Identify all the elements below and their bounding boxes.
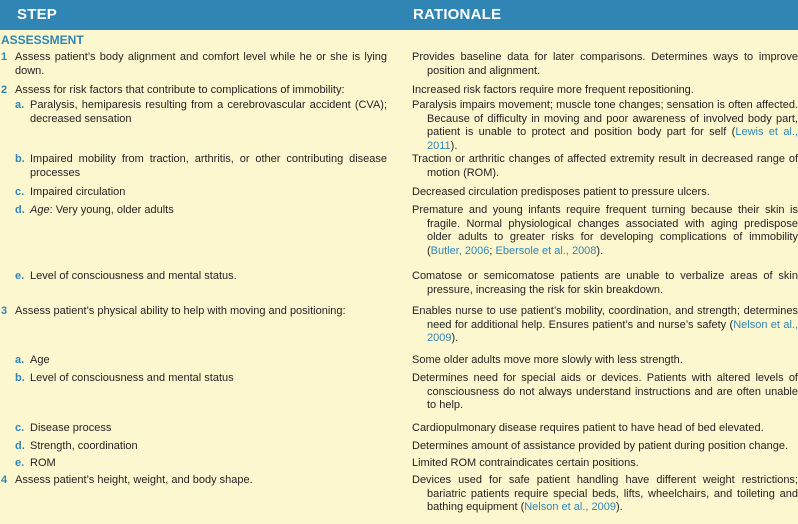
rationale-text: Determines amount of assistance provided by patient during position change. [412, 440, 789, 452]
step-text: Level of consciousness and mental status. [30, 270, 237, 282]
step-letter: d. [15, 204, 25, 216]
step-letter: e. [15, 457, 25, 469]
table-header [0, 0, 798, 30]
step-column-header: STEP [17, 6, 57, 23]
section-heading-assessment: ASSESSMENT [1, 33, 84, 47]
citation-link[interactable]: Nelson et al., 2009 [524, 501, 616, 514]
rationale-text: Devices used for safe patient handling have different weight restrictions; bariatric patients require special beds, lifts, wheelchairs, and toileting and bathing equipment (Nelson et al., 2009). [412, 474, 798, 514]
step-letter: a. [15, 99, 25, 111]
step-text: Impaired mobility from traction, arthritis, or other contributing disease processes [30, 153, 387, 179]
step-text: Assess patient’s height, weight, and body shape. [15, 474, 253, 486]
step-text: Assess patient’s physical ability to help with moving and positioning: [15, 305, 346, 317]
step-letter: e. [15, 270, 25, 282]
step-letter: a. [15, 354, 25, 366]
rationale-text: Limited ROM contraindicates certain positions. [412, 457, 639, 469]
step-text: Age: Very young, older adults [30, 204, 174, 216]
step-letter: b. [15, 372, 25, 384]
rationale-text: Decreased circulation predisposes patient to pressure ulcers. [412, 186, 710, 198]
step-number: 2 [1, 84, 8, 96]
step-text: Assess for risk factors that contribute to complications of immobility: [15, 84, 345, 96]
rationale-text: Traction or arthritic changes of affected extremity result in decreased range of motion (ROM). [412, 153, 798, 179]
step-text: Level of consciousness and mental status [30, 372, 234, 384]
step-text: Assess patient’s body alignment and comfort level while he or she is lying down. [15, 51, 387, 77]
citation-link[interactable]: Butler, 2006 [430, 245, 490, 258]
step-letter: b. [15, 153, 25, 165]
rationale-text: Enables nurse to use patient’s mobility, coordination, and strength; determines need for additional help. Ensures patient’s and nurse’s safety (Nelson et al., 2009). [412, 305, 798, 345]
step-letter: d. [15, 440, 25, 452]
rationale-text: Provides baseline data for later comparisons. Determines ways to improve position and alignment. [412, 51, 798, 77]
step-text: Disease process [30, 422, 112, 434]
citation-link[interactable]: Lewis et al., 2011 [427, 126, 798, 153]
rationale-text: Cardiopulmonary disease requires patient to have head of bed elevated. [412, 422, 764, 434]
step-letter: c. [15, 422, 25, 434]
step-number: 4 [1, 474, 8, 486]
citation-link[interactable]: Ebersole et al., 2008 [495, 245, 597, 258]
rationale-text: Determines need for special aids or devices. Patients with altered levels of consciousness do not always understand instructions and are often unable to help. [412, 372, 798, 412]
step-text: Strength, coordination [30, 440, 138, 452]
step-letter: c. [15, 186, 25, 198]
rationale-text: Premature and young infants require frequent turning because their skin is fragile. Normal physiological changes associated with aging predispose older adults to greater risks for developing complications of immobility (Butler, 2006; Ebersole et al., 2008). [412, 204, 798, 258]
step-text: ROM [30, 457, 56, 469]
rationale-column-header: RATIONALE [413, 6, 502, 23]
step-text: Age [30, 354, 50, 366]
step-number: 3 [1, 305, 8, 317]
rationale-text: Increased risk factors require more frequent repositioning. [412, 84, 694, 96]
rationale-text: Comatose or semicomatose patients are unable to verbalize areas of skin pressure, increasing the risk for skin breakdown. [412, 270, 798, 296]
step-number: 1 [1, 51, 8, 63]
rationale-text: Some older adults move more slowly with less strength. [412, 354, 683, 366]
step-text: Paralysis, hemiparesis resulting from a cerebrovascular accident (CVA); decreased sensation [30, 99, 387, 125]
rationale-text: Paralysis impairs movement; muscle tone changes; sensation is often affected. Because of difficulty in moving and poor awareness of involved body part, patient is unable to protect and position body part for self (Lewis et al., 2011). [412, 99, 798, 153]
step-text: Impaired circulation [30, 186, 126, 198]
citation-link[interactable]: Nelson et al., 2009 [427, 318, 798, 345]
